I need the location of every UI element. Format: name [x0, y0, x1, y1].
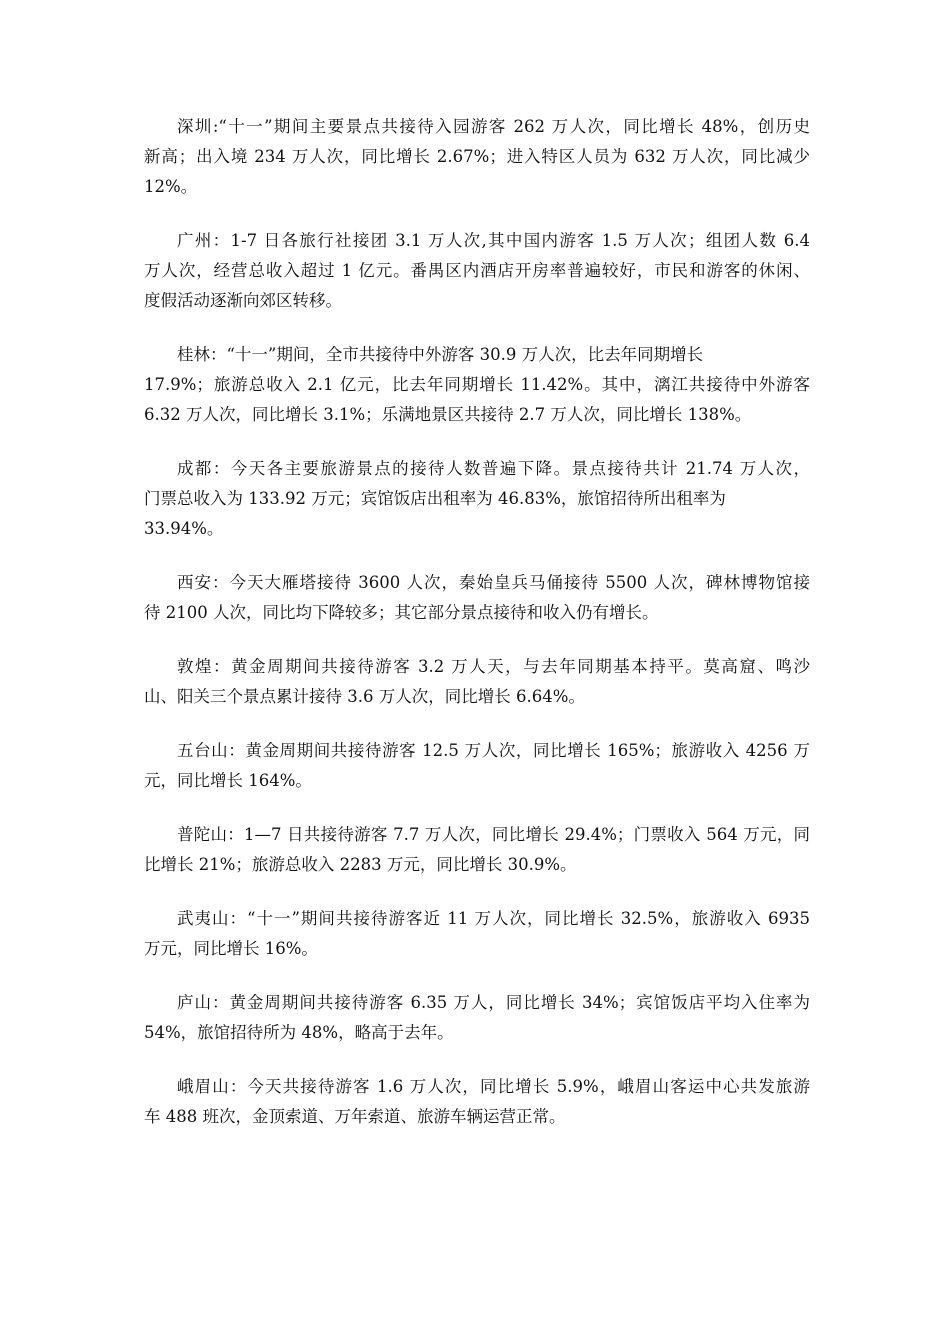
text-line: 庐山：黄金周期间共接待游客 6.35 万人，同比增长 34%；宾馆饭店平均入住率为 — [177, 993, 810, 1012]
paragraph-putuoshan — [144, 820, 810, 880]
paragraph-guilin — [144, 340, 810, 430]
paragraph-guangzhou — [144, 226, 810, 316]
paragraph-dunhuang — [144, 652, 810, 712]
text-line: 普陀山：1—7 日共接待游客 7.7 万人次，同比增长 29.4%；门票收入 564 万元，同 — [177, 825, 810, 844]
text-line: 33.94%。 — [144, 519, 224, 538]
paragraph-wutaishan — [144, 736, 810, 796]
text-line: 桂林：“十一”期间，全市共接待中外游客 30.9 万人次，比去年同期增长 — [177, 345, 704, 364]
text-line: 西安：今天大雁塔接待 3600 人次，秦始皇兵马俑接待 5500 人次，碑林博物馆接 — [177, 573, 810, 592]
text-line: 深圳:“十一”期间主要景点共接待入园游客 262 万人次，同比增长 48%，创历史 — [177, 117, 810, 136]
paragraph-xian — [144, 568, 810, 628]
text-line: 待 2100 人次，同比均下降较多；其它部分景点接待和收入仍有增长。 — [144, 603, 659, 622]
text-line: 元，同比增长 164%。 — [144, 771, 312, 790]
text-line: 17.9%；旅游总收入 2.1 亿元，比去年同期增长 11.42%。其中，漓江共接待中外游客 — [144, 375, 810, 394]
text-line: 6.32 万人次，同比增长 3.1%；乐满地景区共接待 2.7 万人次，同比增长 138%。 — [144, 405, 752, 424]
text-line: 峨眉山：今天共接待游客 1.6 万人次，同比增长 5.9%，峨眉山客运中心共发旅游 — [177, 1077, 810, 1096]
text-line: 比增长 21%；旅游总收入 2283 万元，同比增长 30.9%。 — [144, 855, 577, 874]
text-line: 54%，旅馆招待所为 48%，略高于去年。 — [144, 1023, 454, 1042]
text-line: 车 488 班次，金顶索道、万年索道、旅游车辆运营正常。 — [144, 1107, 566, 1126]
paragraph-emeishan — [144, 1072, 810, 1132]
paragraph-lushan — [144, 988, 810, 1048]
text-line: 12%。 — [144, 177, 198, 196]
paragraph-chengdu — [144, 454, 810, 544]
text-line: 新高；出入境 234 万人次，同比增长 2.67%；进入特区人员为 632 万人次，同比减少 — [144, 147, 810, 166]
text-line: 五台山：黄金周期间共接待游客 12.5 万人次，同比增长 165%；旅游收入 4256 万 — [177, 741, 810, 760]
text-line: 敦煌：黄金周期间共接待游客 3.2 万人天，与去年同期基本持平。莫高窟、鸣沙 — [177, 657, 810, 676]
document-page — [144, 112, 810, 1156]
text-line: 万人次，经营总收入超过 1 亿元。番禺区内酒店开房率普遍较好，市民和游客的休闲、 — [144, 261, 810, 280]
text-line: 度假活动逐渐向郊区转移。 — [144, 291, 342, 310]
text-line: 万元，同比增长 16%。 — [144, 939, 318, 958]
text-line: 武夷山：“十一”期间共接待游客近 11 万人次，同比增长 32.5%，旅游收入 6935 — [177, 909, 810, 928]
text-line: 广州：1-7 日各旅行社接团 3.1 万人次,其中国内游客 1.5 万人次；组团人数 6.4 — [177, 231, 810, 250]
paragraph-shenzhen — [144, 112, 810, 202]
text-line: 成都：今天各主要旅游景点的接待人数普遍下降。景点接待共计 21.74 万人次， — [177, 459, 810, 478]
text-line: 门票总收入为 133.92 万元；宾馆饭店出租率为 46.83%，旅馆招待所出租率为 — [144, 489, 726, 508]
text-line: 山、阳关三个景点累计接待 3.6 万人次，同比增长 6.64%。 — [144, 687, 585, 706]
paragraph-wuyishan — [144, 904, 810, 964]
